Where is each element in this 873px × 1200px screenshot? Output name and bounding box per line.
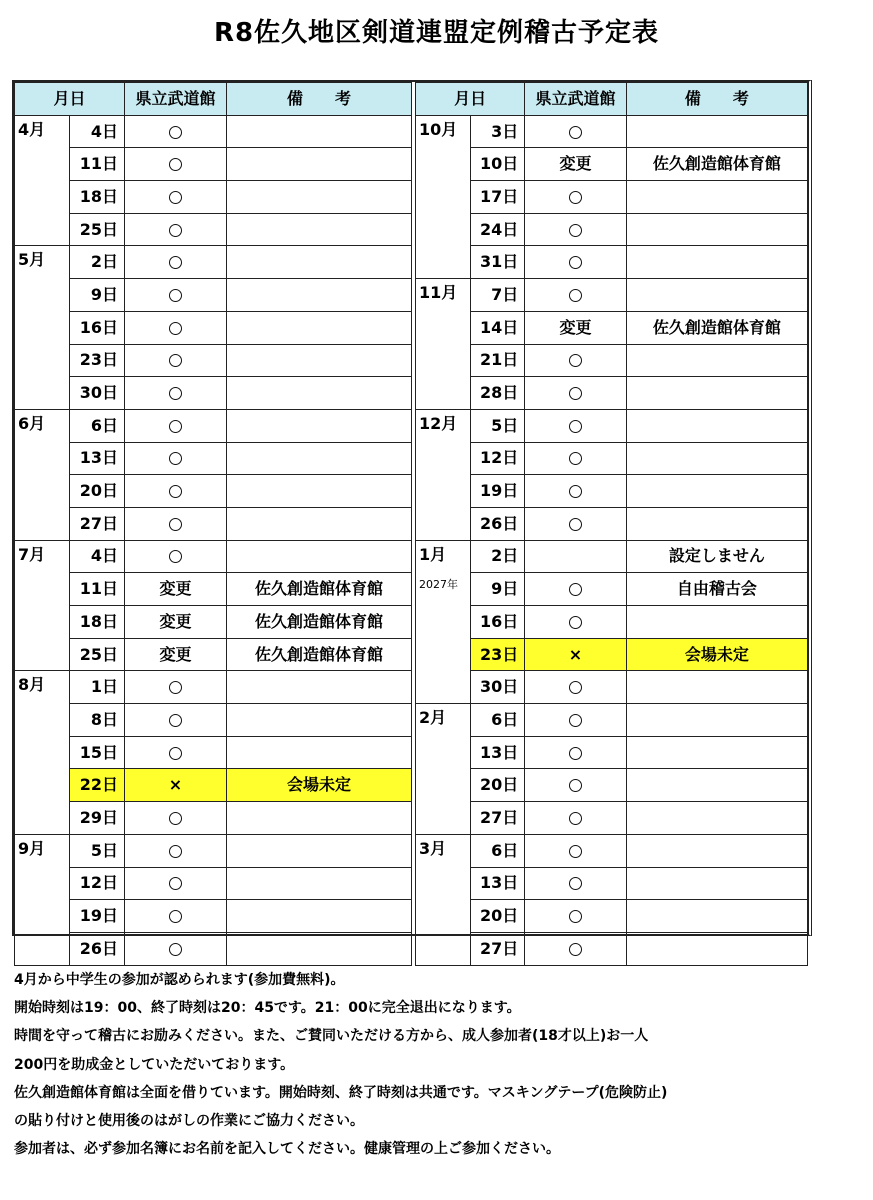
note-cell bbox=[626, 246, 807, 279]
month-cell bbox=[416, 540, 471, 703]
day-cell: 9日 bbox=[470, 573, 525, 606]
day-cell: 31日 bbox=[470, 246, 525, 279]
page-title: R8佐久地区剣道連盟定例稽古予定表 bbox=[213, 18, 660, 48]
notes-section bbox=[14, 966, 864, 1163]
table-row bbox=[416, 442, 808, 475]
day-cell: 22日 bbox=[70, 769, 125, 802]
venue-cell: × bbox=[125, 769, 227, 802]
day-cell: 29日 bbox=[70, 802, 125, 835]
note-cell bbox=[227, 377, 412, 410]
table-row bbox=[416, 181, 808, 214]
venue-available-cell bbox=[525, 834, 626, 867]
venue-available-cell bbox=[125, 671, 227, 704]
table-row bbox=[15, 834, 412, 867]
day-cell: 20日 bbox=[70, 475, 125, 508]
note-cell: 自由稽古会 bbox=[626, 573, 807, 606]
venue-available-cell bbox=[125, 540, 227, 573]
table-row bbox=[416, 769, 808, 802]
header-note: 備 考 bbox=[227, 83, 412, 116]
day-cell: 20日 bbox=[470, 769, 525, 802]
month-label: 11月 bbox=[419, 283, 458, 303]
note-cell bbox=[227, 867, 412, 900]
circle-mark-icon bbox=[169, 289, 182, 302]
note-cell bbox=[626, 442, 807, 475]
note-cell bbox=[227, 802, 412, 835]
day-cell: 23日 bbox=[70, 344, 125, 377]
table-row bbox=[15, 442, 412, 475]
note-cell bbox=[227, 148, 412, 181]
month-label: 6月 bbox=[18, 413, 46, 433]
circle-mark-icon bbox=[169, 158, 182, 171]
venue-available-cell bbox=[125, 900, 227, 933]
venue-available-cell bbox=[125, 704, 227, 737]
circle-mark-icon bbox=[169, 518, 182, 531]
circle-mark-icon bbox=[569, 191, 582, 204]
table-row bbox=[15, 704, 412, 737]
table-row bbox=[15, 638, 412, 671]
table-row bbox=[15, 867, 412, 900]
table-row bbox=[416, 867, 808, 900]
venue-cell: 変更 bbox=[525, 148, 626, 181]
header-note: 備 考 bbox=[626, 83, 807, 116]
day-cell: 13日 bbox=[470, 736, 525, 769]
venue-available-cell bbox=[525, 900, 626, 933]
day-cell: 8日 bbox=[70, 704, 125, 737]
table-row bbox=[416, 246, 808, 279]
note-line: 佐久創造館体育館は全面を借りています。開始時刻、終了時刻は共通です。マスキングテープ(危険防止) bbox=[14, 1084, 668, 1101]
circle-mark-icon bbox=[169, 747, 182, 760]
day-cell: 5日 bbox=[70, 834, 125, 867]
circle-mark-icon bbox=[569, 583, 582, 596]
note-cell bbox=[626, 671, 807, 704]
month-label: 4月 bbox=[18, 119, 46, 139]
circle-mark-icon bbox=[569, 485, 582, 498]
schedule-table-right bbox=[415, 82, 808, 966]
circle-mark-icon bbox=[169, 943, 182, 956]
month-label: 1月 bbox=[419, 544, 447, 564]
table-row bbox=[15, 409, 412, 442]
month-cell bbox=[416, 409, 471, 540]
table-row bbox=[416, 148, 808, 181]
day-cell: 1日 bbox=[70, 671, 125, 704]
day-cell: 18日 bbox=[70, 606, 125, 639]
venue-cell: 変更 bbox=[125, 638, 227, 671]
day-cell: 12日 bbox=[70, 867, 125, 900]
note-cell: 会場未定 bbox=[626, 638, 807, 671]
note-cell bbox=[626, 344, 807, 377]
table-row bbox=[416, 932, 808, 965]
note-cell bbox=[626, 475, 807, 508]
table-row bbox=[15, 213, 412, 246]
circle-mark-icon bbox=[169, 714, 182, 727]
table-row bbox=[15, 344, 412, 377]
circle-mark-icon bbox=[569, 224, 582, 237]
table-row bbox=[416, 344, 808, 377]
venue-available-cell bbox=[125, 148, 227, 181]
day-cell: 7日 bbox=[470, 279, 525, 312]
table-row bbox=[15, 377, 412, 410]
note-cell: 佐久創造館体育館 bbox=[626, 148, 807, 181]
day-cell: 25日 bbox=[70, 638, 125, 671]
venue-available-cell bbox=[525, 115, 626, 148]
venue-available-cell bbox=[525, 802, 626, 835]
header-date: 月日 bbox=[416, 83, 525, 116]
venue-available-cell bbox=[125, 181, 227, 214]
table-row bbox=[15, 540, 412, 573]
note-cell bbox=[227, 671, 412, 704]
circle-mark-icon bbox=[169, 910, 182, 923]
month-label: 5月 bbox=[18, 250, 46, 270]
note-cell bbox=[227, 311, 412, 344]
note-cell bbox=[227, 409, 412, 442]
note-cell bbox=[227, 344, 412, 377]
venue-available-cell bbox=[525, 606, 626, 639]
venue-available-cell bbox=[525, 769, 626, 802]
table-row bbox=[15, 736, 412, 769]
circle-mark-icon bbox=[569, 616, 582, 629]
circle-mark-icon bbox=[569, 126, 582, 139]
note-cell: 佐久創造館体育館 bbox=[227, 638, 412, 671]
note-cell bbox=[626, 802, 807, 835]
venue-available-cell bbox=[125, 834, 227, 867]
note-line: 時間を守って稽古にお励みください。また、ご賛同いただける方から、成人参加者(18才以上)お一人 bbox=[14, 1028, 649, 1045]
note-cell: 会場未定 bbox=[227, 769, 412, 802]
note-cell bbox=[227, 213, 412, 246]
table-row bbox=[416, 606, 808, 639]
table-row bbox=[416, 736, 808, 769]
table-row bbox=[416, 802, 808, 835]
venue-available-cell bbox=[525, 279, 626, 312]
venue-available-cell bbox=[525, 867, 626, 900]
day-cell: 15日 bbox=[70, 736, 125, 769]
circle-mark-icon bbox=[169, 812, 182, 825]
note-cell bbox=[626, 507, 807, 540]
day-cell: 25日 bbox=[70, 213, 125, 246]
table-row bbox=[15, 507, 412, 540]
venue-available-cell bbox=[525, 671, 626, 704]
day-cell: 13日 bbox=[70, 442, 125, 475]
note-cell bbox=[227, 115, 412, 148]
note-line: 開始時刻は19：00、終了時刻は20：45です。21：00に完全退出になります。 bbox=[14, 1000, 521, 1017]
venue-cell: 変更 bbox=[125, 606, 227, 639]
day-cell: 27日 bbox=[470, 802, 525, 835]
day-cell: 26日 bbox=[470, 507, 525, 540]
table-row bbox=[15, 246, 412, 279]
table-row bbox=[15, 573, 412, 606]
month-label: 7月 bbox=[18, 544, 46, 564]
note-cell bbox=[227, 442, 412, 475]
month-cell bbox=[15, 834, 70, 965]
month-cell bbox=[416, 279, 471, 410]
circle-mark-icon bbox=[169, 845, 182, 858]
table-row bbox=[15, 311, 412, 344]
header-date: 月日 bbox=[15, 83, 125, 116]
circle-mark-icon bbox=[569, 877, 582, 890]
table-row bbox=[416, 115, 808, 148]
note-cell bbox=[227, 279, 412, 312]
table-row bbox=[416, 213, 808, 246]
note-cell bbox=[626, 867, 807, 900]
venue-available-cell bbox=[125, 246, 227, 279]
day-cell: 30日 bbox=[70, 377, 125, 410]
day-cell: 5日 bbox=[470, 409, 525, 442]
circle-mark-icon bbox=[169, 420, 182, 433]
day-cell: 27日 bbox=[70, 507, 125, 540]
note-cell bbox=[227, 540, 412, 573]
venue-available-cell bbox=[125, 442, 227, 475]
note-cell bbox=[227, 475, 412, 508]
note-cell bbox=[626, 115, 807, 148]
day-cell: 6日 bbox=[70, 409, 125, 442]
day-cell: 27日 bbox=[470, 932, 525, 965]
circle-mark-icon bbox=[569, 943, 582, 956]
venue-available-cell bbox=[125, 311, 227, 344]
note-cell bbox=[626, 769, 807, 802]
table-row bbox=[416, 573, 808, 606]
table-row bbox=[15, 900, 412, 933]
note-cell bbox=[227, 834, 412, 867]
circle-mark-icon bbox=[169, 191, 182, 204]
month-cell bbox=[15, 409, 70, 540]
table-row bbox=[416, 475, 808, 508]
day-cell: 21日 bbox=[470, 344, 525, 377]
circle-mark-icon bbox=[169, 126, 182, 139]
venue-available-cell bbox=[525, 736, 626, 769]
day-cell: 12日 bbox=[470, 442, 525, 475]
month-cell bbox=[15, 671, 70, 834]
circle-mark-icon bbox=[569, 910, 582, 923]
note-line: 参加者は、必ず参加名簿にお名前を記入してください。健康管理の上ご参加ください。 bbox=[14, 1141, 560, 1158]
note-cell bbox=[227, 736, 412, 769]
day-cell: 26日 bbox=[70, 932, 125, 965]
month-cell bbox=[15, 246, 70, 409]
day-cell: 11日 bbox=[70, 148, 125, 181]
note-cell bbox=[626, 736, 807, 769]
day-cell: 6日 bbox=[470, 704, 525, 737]
venue-available-cell bbox=[525, 181, 626, 214]
circle-mark-icon bbox=[569, 354, 582, 367]
venue-cell: 変更 bbox=[525, 311, 626, 344]
table-row bbox=[15, 671, 412, 704]
note-cell bbox=[227, 507, 412, 540]
table-row bbox=[15, 802, 412, 835]
day-cell: 19日 bbox=[70, 900, 125, 933]
venue-available-cell bbox=[125, 867, 227, 900]
table-row bbox=[15, 769, 412, 802]
month-cell bbox=[15, 115, 70, 246]
day-cell: 28日 bbox=[470, 377, 525, 410]
month-cell bbox=[416, 704, 471, 835]
header-venue: 県立武道館 bbox=[125, 83, 227, 116]
month-cell bbox=[15, 540, 70, 671]
venue-available-cell bbox=[125, 409, 227, 442]
circle-mark-icon bbox=[169, 877, 182, 890]
note-line: 4月から中学生の参加が認められます(参加費無料)。 bbox=[14, 972, 345, 988]
circle-mark-icon bbox=[169, 681, 182, 694]
day-cell: 4日 bbox=[70, 540, 125, 573]
month-label: 2月 bbox=[419, 708, 447, 728]
circle-mark-icon bbox=[169, 452, 182, 465]
month-label: 3月 bbox=[419, 838, 447, 858]
venue-available-cell bbox=[125, 736, 227, 769]
day-cell: 17日 bbox=[470, 181, 525, 214]
venue-available-cell bbox=[525, 246, 626, 279]
circle-mark-icon bbox=[169, 224, 182, 237]
note-cell: 設定しません bbox=[626, 540, 807, 573]
day-cell: 14日 bbox=[470, 311, 525, 344]
circle-mark-icon bbox=[569, 714, 582, 727]
venue-available-cell bbox=[525, 507, 626, 540]
circle-mark-icon bbox=[569, 289, 582, 302]
circle-mark-icon bbox=[169, 485, 182, 498]
month-label: 9月 bbox=[18, 838, 46, 858]
day-cell: 13日 bbox=[470, 867, 525, 900]
venue-available-cell bbox=[125, 344, 227, 377]
circle-mark-icon bbox=[569, 812, 582, 825]
table-row bbox=[15, 606, 412, 639]
note-cell: 佐久創造館体育館 bbox=[227, 606, 412, 639]
venue-cell bbox=[525, 540, 626, 573]
venue-available-cell bbox=[525, 377, 626, 410]
day-cell: 20日 bbox=[470, 900, 525, 933]
year-label: 2027年 bbox=[419, 577, 458, 591]
venue-available-cell bbox=[125, 932, 227, 965]
table-row bbox=[416, 540, 808, 573]
month-label: 12月 bbox=[419, 413, 458, 433]
venue-available-cell bbox=[525, 409, 626, 442]
venue-available-cell bbox=[125, 377, 227, 410]
table-row bbox=[15, 181, 412, 214]
table-row bbox=[416, 704, 808, 737]
schedule-grid bbox=[12, 80, 812, 958]
note-cell bbox=[626, 900, 807, 933]
table-row bbox=[416, 409, 808, 442]
note-line: 200円を助成金としていただいております。 bbox=[14, 1056, 295, 1073]
table-row bbox=[416, 638, 808, 671]
note-cell bbox=[227, 704, 412, 737]
month-label: 8月 bbox=[18, 675, 46, 695]
table-row bbox=[416, 671, 808, 704]
note-cell bbox=[227, 900, 412, 933]
circle-mark-icon bbox=[569, 779, 582, 792]
venue-available-cell bbox=[525, 344, 626, 377]
day-cell: 3日 bbox=[470, 115, 525, 148]
note-cell bbox=[626, 704, 807, 737]
table-row bbox=[416, 900, 808, 933]
venue-available-cell bbox=[525, 475, 626, 508]
venue-available-cell bbox=[525, 704, 626, 737]
venue-available-cell bbox=[125, 802, 227, 835]
month-cell bbox=[416, 115, 471, 278]
header-venue: 県立武道館 bbox=[525, 83, 626, 116]
venue-available-cell bbox=[525, 573, 626, 606]
circle-mark-icon bbox=[569, 518, 582, 531]
day-cell: 2日 bbox=[470, 540, 525, 573]
day-cell: 23日 bbox=[470, 638, 525, 671]
table-row bbox=[15, 932, 412, 965]
day-cell: 9日 bbox=[70, 279, 125, 312]
day-cell: 24日 bbox=[470, 213, 525, 246]
circle-mark-icon bbox=[569, 845, 582, 858]
venue-available-cell bbox=[525, 213, 626, 246]
circle-mark-icon bbox=[169, 550, 182, 563]
circle-mark-icon bbox=[169, 322, 182, 335]
day-cell: 16日 bbox=[470, 606, 525, 639]
table-row bbox=[416, 507, 808, 540]
note-cell bbox=[227, 932, 412, 965]
day-cell: 19日 bbox=[470, 475, 525, 508]
note-cell bbox=[626, 377, 807, 410]
note-cell bbox=[626, 409, 807, 442]
day-cell: 11日 bbox=[70, 573, 125, 606]
table-row bbox=[15, 279, 412, 312]
note-line: の貼り付けと使用後のはがしの作業にご協力ください。 bbox=[14, 1113, 364, 1130]
table-row bbox=[416, 279, 808, 312]
circle-mark-icon bbox=[569, 387, 582, 400]
note-cell: 佐久創造館体育館 bbox=[227, 573, 412, 606]
circle-mark-icon bbox=[569, 452, 582, 465]
note-cell bbox=[626, 606, 807, 639]
venue-available-cell bbox=[125, 475, 227, 508]
table-row bbox=[15, 475, 412, 508]
note-cell: 佐久創造館体育館 bbox=[626, 311, 807, 344]
schedule-table-left bbox=[14, 82, 412, 966]
note-cell bbox=[626, 181, 807, 214]
note-cell bbox=[626, 932, 807, 965]
day-cell: 30日 bbox=[470, 671, 525, 704]
day-cell: 18日 bbox=[70, 181, 125, 214]
circle-mark-icon bbox=[569, 681, 582, 694]
note-cell bbox=[227, 181, 412, 214]
circle-mark-icon bbox=[569, 420, 582, 433]
table-row bbox=[15, 115, 412, 148]
day-cell: 2日 bbox=[70, 246, 125, 279]
venue-available-cell bbox=[525, 442, 626, 475]
circle-mark-icon bbox=[169, 354, 182, 367]
circle-mark-icon bbox=[569, 256, 582, 269]
venue-available-cell bbox=[125, 507, 227, 540]
day-cell: 6日 bbox=[470, 834, 525, 867]
day-cell: 10日 bbox=[470, 148, 525, 181]
month-label: 10月 bbox=[419, 119, 458, 139]
note-cell bbox=[626, 834, 807, 867]
circle-mark-icon bbox=[169, 256, 182, 269]
venue-available-cell bbox=[125, 213, 227, 246]
table-row bbox=[416, 311, 808, 344]
note-cell bbox=[626, 213, 807, 246]
venue-available-cell bbox=[525, 932, 626, 965]
day-cell: 16日 bbox=[70, 311, 125, 344]
note-cell bbox=[626, 279, 807, 312]
table-row bbox=[416, 834, 808, 867]
month-cell bbox=[416, 834, 471, 965]
day-cell: 4日 bbox=[70, 115, 125, 148]
venue-cell: 変更 bbox=[125, 573, 227, 606]
venue-available-cell bbox=[125, 279, 227, 312]
venue-cell: × bbox=[525, 638, 626, 671]
circle-mark-icon bbox=[169, 387, 182, 400]
note-cell bbox=[227, 246, 412, 279]
venue-available-cell bbox=[125, 115, 227, 148]
table-row bbox=[15, 148, 412, 181]
circle-mark-icon bbox=[569, 747, 582, 760]
table-row bbox=[416, 377, 808, 410]
